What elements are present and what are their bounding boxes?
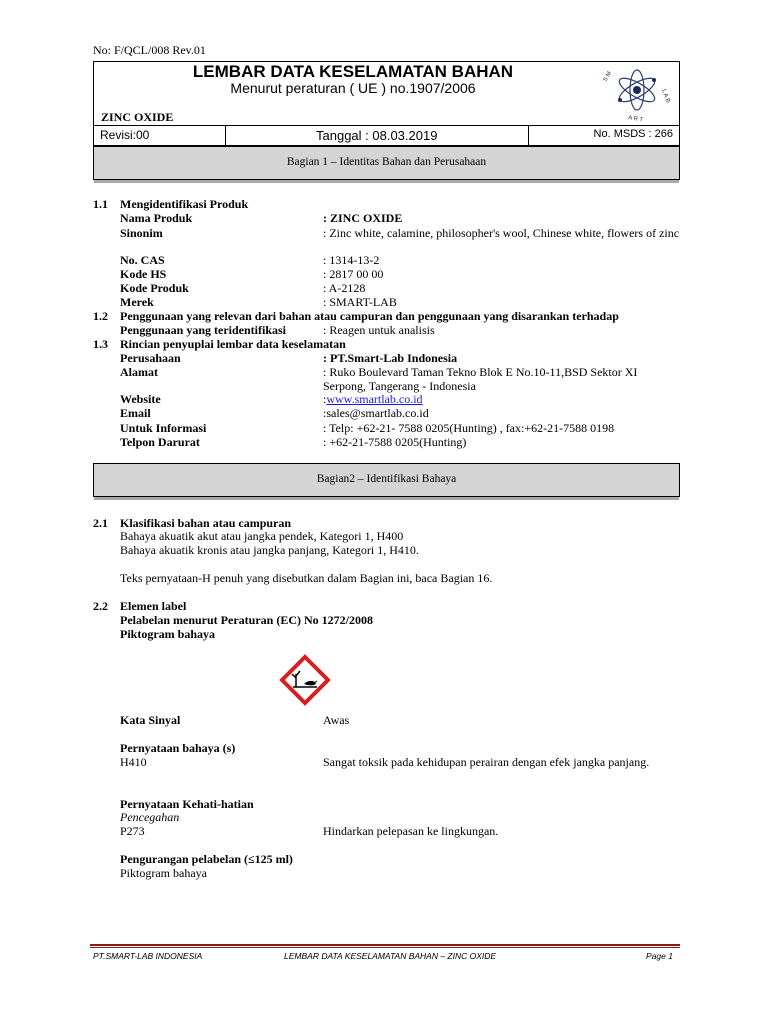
kode-label: Kode Produk (120, 281, 189, 295)
s21-title: Klasifikasi bahan atau campuran (120, 516, 292, 530)
piktogram-title: Piktogram bahaya (120, 627, 216, 641)
revision: Revisi:00 (94, 125, 226, 145)
piktogram-2-label: Piktogram bahaya (120, 866, 207, 880)
cas-label: No. CAS (120, 253, 165, 267)
merek-value: : SMART-LAB (323, 295, 397, 309)
s21-number: 2.1 (93, 516, 108, 530)
merek-label: Merek (120, 295, 154, 309)
cas-value: : 1314-13-2 (323, 253, 380, 267)
email-label: Email (120, 406, 151, 420)
s22-title: Elemen label (120, 599, 187, 613)
kata-label: Kata Sinyal (120, 713, 181, 727)
footer-document: LEMBAR DATA KESELAMATAN BAHAN – ZINC OXIDE (284, 951, 497, 961)
section-1-heading: Bagian 1 – Identitas Bahan dan Perusahaan (93, 146, 680, 180)
kata-value: Awas (323, 713, 350, 727)
classification-1: Bahaya akuatik akut atau jangka pendek, Kategori 1, H400 (120, 529, 404, 543)
kehati-label: Pernyataan Kehati-hatian (120, 797, 254, 811)
section-2-heading: Bagian2 – Identifikasi Bahaya (93, 463, 680, 497)
smart-lab-logo (598, 62, 676, 124)
pelabelan-title: Pelabelan menurut Peraturan (EC) No 1272/2008 (120, 613, 373, 627)
svg-text:L A B: L A B (660, 88, 671, 104)
website-label: Website (120, 392, 161, 406)
date: Tanggal : 08.03.2019 (226, 125, 529, 145)
website-link[interactable]: www.smartlab.co.id (326, 392, 423, 406)
pencegahan-label: Pencegahan (120, 810, 180, 824)
footer-company: PT.SMART-LAB INDONESIA (93, 951, 203, 961)
sinonim-label: Sinonim (120, 226, 163, 240)
footer-divider-thin (90, 947, 680, 948)
s22-number: 2.2 (93, 599, 108, 613)
alamat-label: Alamat (120, 365, 158, 379)
website-value-row (323, 392, 683, 406)
s11-number: 1.1 (93, 197, 108, 211)
sinonim-value: : Zinc white, calamine, philosopher's wool, Chinese white, flowers of zinc (323, 226, 680, 240)
darurat-label: Telpon Darurat (120, 435, 200, 449)
nama-value: : ZINC OXIDE (323, 211, 403, 225)
pengurangan-label: Pengurangan pelabelan (≤125 ml) (120, 852, 293, 866)
s13-title: Rincian penyuplai lembar data keselamatan (120, 337, 346, 351)
s13-number: 1.3 (93, 337, 108, 351)
footer-divider (90, 944, 680, 946)
info-value: : Telp: +62-21- 7588 0205(Hunting) , fax:+62-21-7588 0198 (323, 421, 615, 435)
svg-text:S M: S M (602, 70, 614, 83)
darurat-value: : +62-21-7588 0205(Hunting) (323, 435, 467, 449)
hs-value: : 2817 00 00 (323, 267, 384, 281)
s12-number: 1.2 (93, 309, 108, 323)
perusahaan-value: : PT.Smart-Lab Indonesia (323, 351, 458, 365)
svg-text:A R T: A R T (627, 115, 644, 124)
p273-code: P273 (120, 824, 145, 838)
kode-value: : A-2128 (323, 281, 366, 295)
document-subtitle: Menurut peraturan ( UE ) no.1907/2006 (230, 80, 476, 96)
h410-code: H410 (120, 755, 147, 769)
msds-number: No. MSDS : 266 (593, 128, 673, 140)
website-prefix: : (323, 392, 327, 406)
h410-text: Sangat toksik pada kehidupan perairan dengan efek jangka panjang. (323, 755, 650, 769)
alamat-value: : Ruko Boulevard Taman Tekno Blok E No.10-11,BSD Sektor XI Serpong, Tangerang - Indonesia (323, 365, 638, 393)
use-value: : Reagen untuk analisis (323, 323, 435, 337)
footer-page: Page 1 (646, 951, 673, 961)
environment-hazard-icon (279, 654, 331, 706)
h-statement-note: Teks pernyataan-H penuh yang disebutkan dalam Bagian ini, baca Bagian 16. (120, 571, 493, 585)
s11-title: Mengidentifikasi Produk (120, 197, 249, 211)
document-number: No: F/QCL/008 Rev.01 (93, 43, 206, 57)
classification-2: Bahaya akuatik kronis atau jangka panjang, Kategori 1, H410. (120, 543, 419, 557)
hs-label: Kode HS (120, 267, 167, 281)
info-label: Untuk Informasi (120, 421, 207, 435)
perusahaan-label: Perusahaan (120, 351, 181, 365)
s12-title: Penggunaan yang relevan dari bahan atau campuran dan penggunaan yang disarankan terhadap (120, 309, 619, 323)
document-title: LEMBAR DATA KESELAMATAN BAHAN (192, 62, 514, 81)
p273-text: Hindarkan pelepasan ke lingkungan. (323, 824, 499, 838)
revision-row (93, 125, 680, 146)
email-value: :sales@smartlab.co.id (323, 406, 429, 420)
use-label: Penggunaan yang teridentifikasi (120, 323, 287, 337)
nama-label: Nama Produk (120, 211, 193, 225)
product-name: ZINC OXIDE (101, 110, 174, 124)
pernyataan-label: Pernyataan bahaya (s) (120, 741, 236, 755)
